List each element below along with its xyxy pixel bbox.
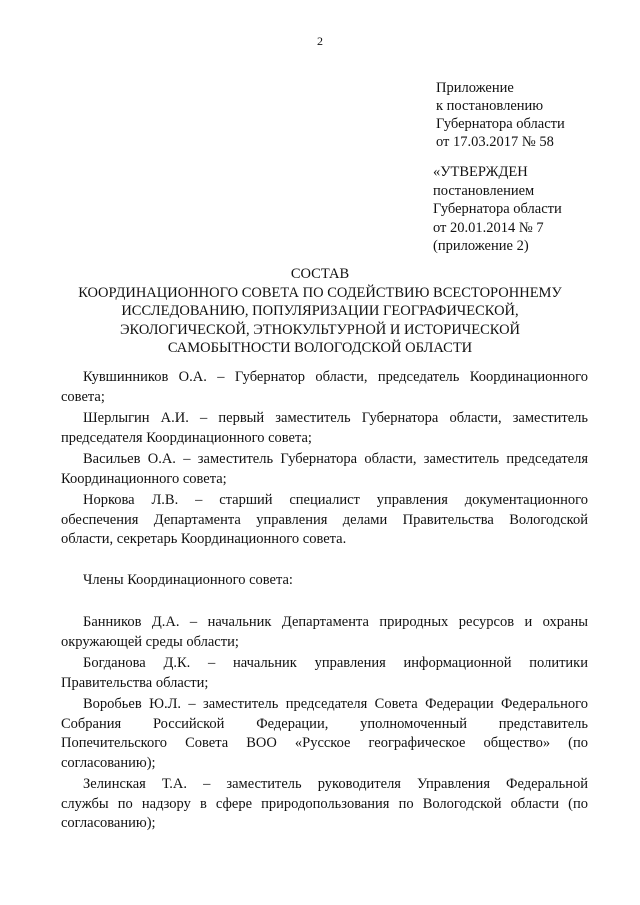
entry-line: Шерлыгин А.И. – первый заместитель Губернатора области, заместитель	[83, 410, 588, 426]
approved-line: (приложение 2)	[433, 238, 529, 254]
appendix-line: Приложение	[436, 80, 514, 96]
entry-line: Правительства области;	[61, 674, 209, 691]
appendix-line: от 17.03.2017 № 58	[436, 134, 554, 150]
entry-line: Зелинская Т.А. – заместитель руководителя Управления Федеральной	[83, 776, 588, 792]
entry-line: Попечительского Совета ВОО «Русское географическое общество» (по	[61, 735, 588, 751]
member-entry	[61, 613, 588, 652]
entry-line: окружающей среды области;	[61, 633, 239, 650]
entry-line: совета;	[61, 388, 105, 405]
approved-line: от 20.01.2014 № 7	[433, 219, 544, 236]
title-line: СОСТАВ	[290, 266, 350, 282]
document-title	[50, 265, 590, 358]
approved-line: Губернатора области	[433, 201, 562, 217]
entry-line: Воробьев Ю.Л. – заместитель председателя Совета Федерации Федерального	[83, 696, 588, 712]
entry-line: Богданова Д.К. – начальник управления информационной политики	[83, 655, 588, 671]
leadership-entry	[61, 368, 588, 407]
entry-line: согласованию);	[61, 815, 156, 831]
page-number: 2	[317, 34, 323, 48]
members-heading: Члены Координационного совета:	[83, 571, 293, 588]
entry-line: Собрания Российской Федерации, уполномоченный представитель	[61, 715, 588, 732]
entry-line: Кувшинников О.А. – Губернатор области, председатель Координационного	[83, 369, 588, 385]
title-line: КООРДИНАЦИОННОГО СОВЕТА ПО СОДЕЙСТВИЮ ВСЕСТОРОННЕМУ	[78, 284, 562, 301]
leadership-entry	[61, 450, 588, 489]
leadership-entry	[61, 409, 588, 448]
appendix-line: Губернатора области	[436, 116, 565, 132]
approved-line: «УТВЕРЖДЕН	[433, 164, 528, 180]
member-entry	[61, 775, 588, 834]
appendix-line: к постановлению	[436, 98, 544, 114]
entry-line: Координационного совета;	[61, 470, 227, 487]
approved-line: постановлением	[433, 182, 535, 199]
entry-line: председателя Координационного совета;	[61, 429, 312, 446]
approved-block	[433, 163, 562, 256]
member-entry	[61, 695, 588, 773]
title-line: ЭКОЛОГИЧЕСКОЙ, ЭТНОКУЛЬТУРНОЙ И ИСТОРИЧЕСКОЙ	[119, 321, 521, 338]
leadership-entry	[61, 491, 588, 550]
title-line: САМОБЫТНОСТИ ВОЛОГОДСКОЙ ОБЛАСТИ	[167, 340, 473, 356]
entry-line: Норкова Л.В. – старший специалист управления документационного	[83, 492, 588, 508]
entry-line: обеспечения Департамента управления делами Правительства Вологодской	[61, 511, 588, 528]
entry-line: согласованию);	[61, 754, 156, 771]
entry-line: службы по надзору в сфере природопользования по Вологодской области (по	[61, 795, 588, 812]
appendix-block	[436, 79, 565, 151]
council-composition	[61, 368, 588, 836]
entry-line: области, секретарь Координационного совета.	[61, 531, 347, 547]
member-entry	[61, 654, 588, 693]
entry-line: Банников Д.А. – начальник Департамента природных ресурсов и охраны	[83, 614, 588, 630]
entry-line: Васильев О.А. – заместитель Губернатора области, заместитель председателя	[83, 451, 588, 467]
title-line: ИССЛЕДОВАНИЮ, ПОПУЛЯРИЗАЦИИ ГЕОГРАФИЧЕСКОЙ,	[121, 303, 519, 319]
